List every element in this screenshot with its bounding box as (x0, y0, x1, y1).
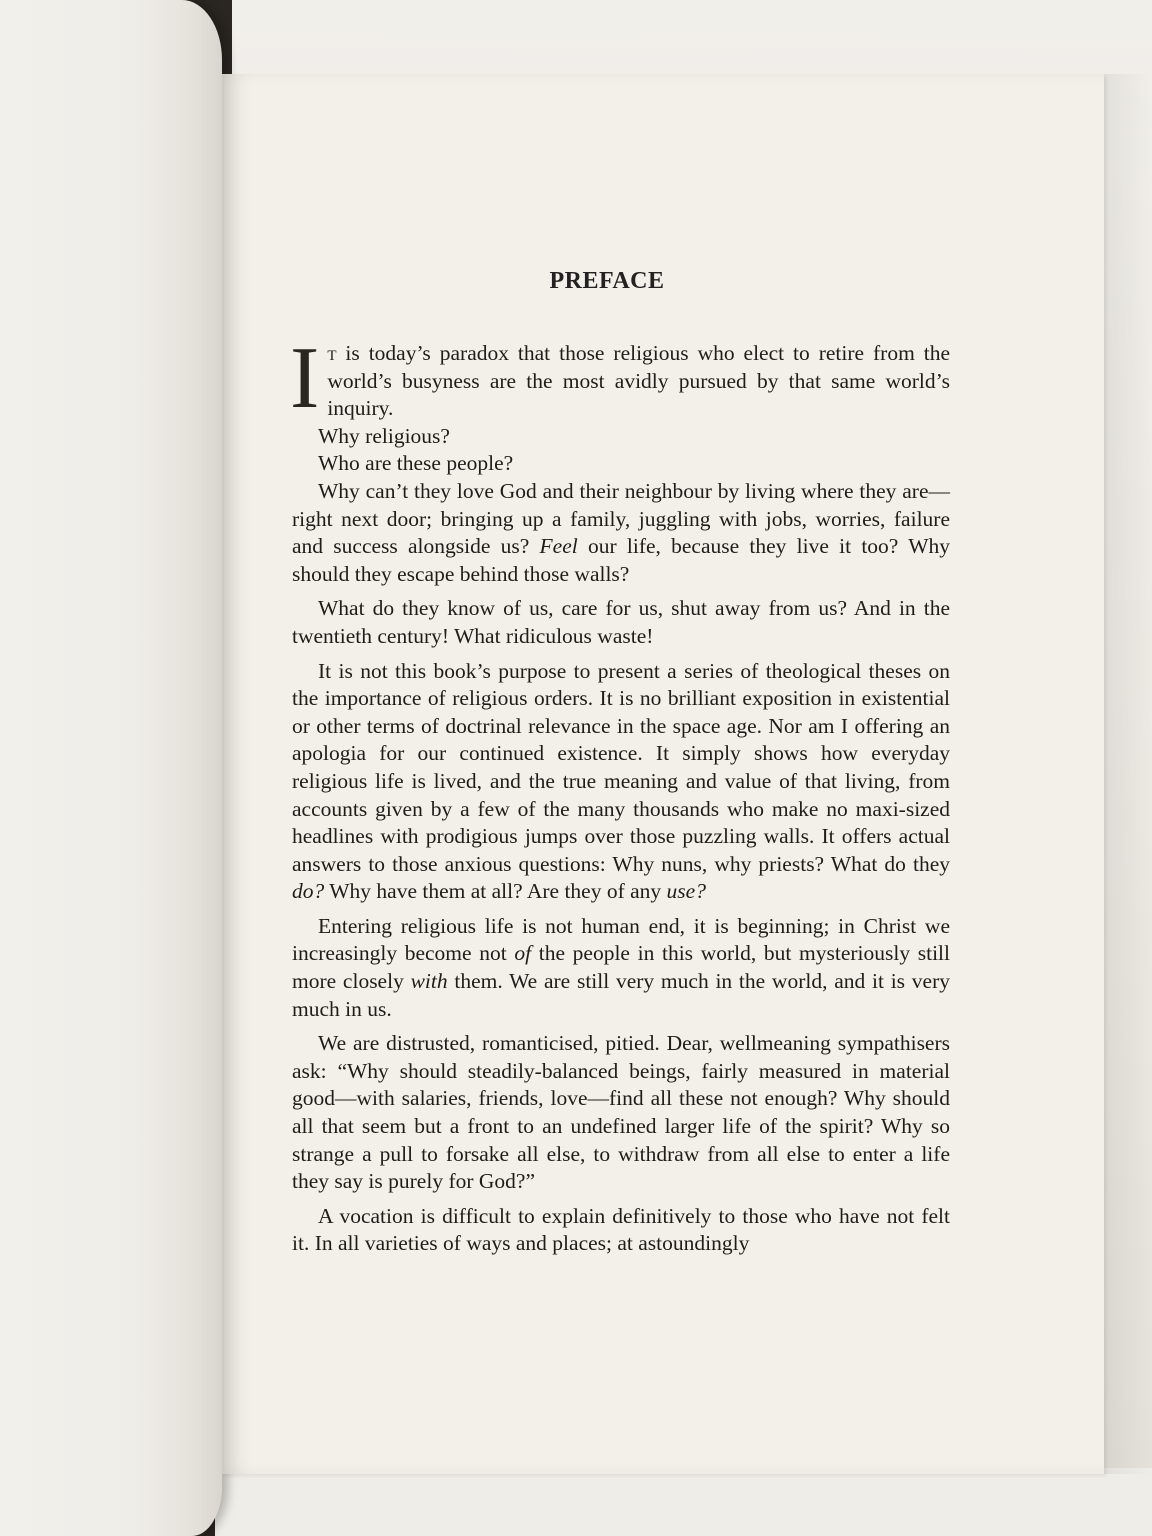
paragraph-9: A vocation is difficult to explain definitively to those who have not felt it. In all varieties of ways and places; at astoundingly (292, 1203, 950, 1256)
drop-cap: I (290, 330, 320, 427)
page-edge-shadow (1104, 74, 1152, 1474)
paragraph-6-italic-1: do? (292, 879, 325, 904)
page-title: PREFACE (549, 268, 665, 294)
paragraph-7 (292, 913, 950, 1023)
paragraph-7-italic-2: with (410, 969, 448, 994)
paragraph-7-rest: them. We are still very much in the world, and it is very much in us. (292, 969, 950, 1021)
paragraph-4-rest: our life, because they live it too? Why should they escape behind those walls? (292, 534, 950, 586)
right-page (222, 74, 1104, 1474)
paragraph-4-text: Why can’t they love God and their neighbour by living where they are—right next door; bringing up a family, juggling with jobs, worries, failure and success alongside us? (292, 478, 950, 559)
paragraph-7-mid: the people in this world, but mysteriously still more closely (292, 941, 950, 994)
paragraph-3: Who are these people? (318, 451, 514, 476)
paragraph-6-mid: Why have them at all? Are they of any (324, 879, 667, 904)
paragraph-6-italic-2: use? (666, 879, 706, 904)
left-page (0, 0, 222, 1536)
paragraph-4-italic: Feel (539, 534, 578, 559)
paragraph-4 (292, 478, 950, 588)
preface-body (290, 330, 950, 1258)
paragraph-2: Why religious? (318, 423, 450, 448)
paragraph-1 (290, 330, 950, 427)
paragraph-1-text: is today’s paradox that those religious who elect to retire from the world’s busyness are the most avidly pursued by that same world’s inquiry. (327, 341, 950, 421)
paragraph-5: What do they know of us, care for us, shut away from us? And in the twentieth century! What ridiculous waste! (292, 596, 950, 648)
paragraph-7-text: Entering religious life is not human end, it is beginning; in Christ we increasingly become not (292, 913, 950, 966)
table-surface (215, 1468, 1152, 1536)
paragraph-7-italic-1: of (514, 941, 532, 966)
paragraph-6 (292, 658, 950, 906)
paragraph-8: We are distrusted, romanticised, pitied. Dear, wellmeaning sympathisers ask: “Why should steadily-balanced beings, fairly measured in material good—with salaries, friends, love—find all these not enough? Why should all that seem but a front to an undefined larger life of the spirit? Why so strange a pull to forsake all else, to withdraw from all else to enter a life they say is purely for God?” (292, 1031, 950, 1194)
paragraph-6-text: It is not this book’s purpose to present a series of theological theses on the importance of religious orders. It is no brilliant exposition in existential or other terms of doctrinal relevance in the space age. Nor am I offering an apologia for our continued existence. It simply shows how everyday religious life is lived, and the true meaning and value of that living, from accounts given by a few of the many thousands who make no maxi-sized headlines with prodigious jumps over those puzzling walls. It offers actual answers to those anxious questions: Why nuns, why priests? What do they (292, 658, 950, 876)
first-word-caps: t (327, 341, 337, 365)
